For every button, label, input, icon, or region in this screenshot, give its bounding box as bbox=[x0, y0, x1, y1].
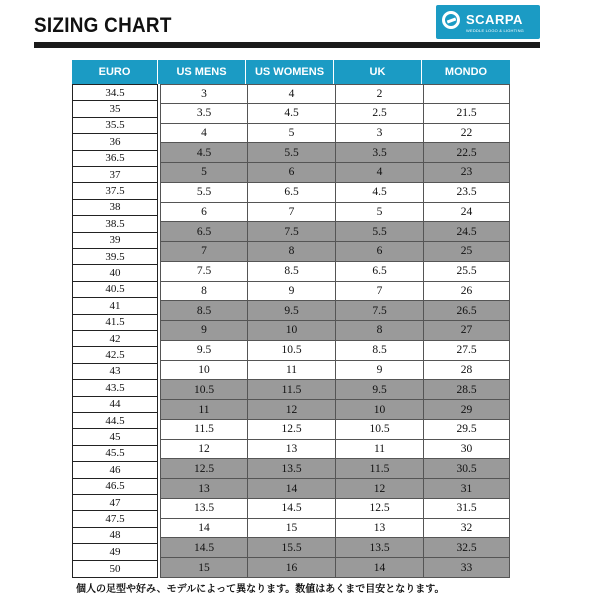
mondo-cell: 24 bbox=[424, 203, 510, 223]
table-row bbox=[160, 519, 510, 539]
mondo-cell: 25.5 bbox=[424, 262, 510, 282]
us-womens-cell: 7.5 bbox=[248, 222, 336, 242]
header-uk: UK bbox=[334, 60, 422, 84]
euro-size-cell: 40.5 bbox=[73, 282, 157, 298]
us-womens-cell: 13.5 bbox=[248, 459, 336, 479]
mondo-cell: 21.5 bbox=[424, 104, 510, 124]
us-mens-cell: 14.5 bbox=[160, 538, 248, 558]
us-mens-cell: 5 bbox=[160, 163, 248, 183]
us-mens-cell: 7 bbox=[160, 242, 248, 262]
size-grid bbox=[160, 84, 510, 578]
mondo-cell bbox=[424, 84, 510, 104]
us-mens-cell: 9.5 bbox=[160, 341, 248, 361]
us-mens-cell: 10.5 bbox=[160, 380, 248, 400]
mondo-cell: 32 bbox=[424, 519, 510, 539]
euro-size-cell: 35.5 bbox=[73, 118, 157, 134]
us-mens-cell: 12 bbox=[160, 440, 248, 460]
table-row bbox=[160, 558, 510, 578]
uk-cell: 14 bbox=[336, 558, 424, 578]
uk-cell: 7 bbox=[336, 282, 424, 302]
euro-size-cell: 36.5 bbox=[73, 151, 157, 167]
us-mens-cell: 8 bbox=[160, 282, 248, 302]
table-row bbox=[160, 163, 510, 183]
mondo-cell: 28.5 bbox=[424, 380, 510, 400]
table-row bbox=[160, 143, 510, 163]
mondo-cell: 26.5 bbox=[424, 301, 510, 321]
mondo-cell: 32.5 bbox=[424, 538, 510, 558]
euro-size-cell: 42.5 bbox=[73, 347, 157, 363]
mondo-cell: 31.5 bbox=[424, 499, 510, 519]
us-womens-cell: 8 bbox=[248, 242, 336, 262]
us-mens-cell: 11.5 bbox=[160, 420, 248, 440]
us-womens-cell: 14.5 bbox=[248, 499, 336, 519]
us-mens-cell: 4 bbox=[160, 124, 248, 144]
mondo-cell: 25 bbox=[424, 242, 510, 262]
euro-size-cell: 38.5 bbox=[73, 216, 157, 232]
euro-size-cell: 44.5 bbox=[73, 413, 157, 429]
euro-size-cell: 46 bbox=[73, 462, 157, 478]
euro-size-cell: 50 bbox=[109, 562, 121, 575]
us-womens-cell: 13 bbox=[248, 440, 336, 460]
uk-cell: 7.5 bbox=[336, 301, 424, 321]
mondo-cell: 27.5 bbox=[424, 341, 510, 361]
mondo-cell: 27 bbox=[424, 321, 510, 341]
us-mens-cell: 10 bbox=[160, 361, 248, 381]
us-mens-cell: 7.5 bbox=[160, 262, 248, 282]
euro-size-cell: 43.5 bbox=[73, 380, 157, 396]
euro-size-cell: 38 bbox=[73, 200, 157, 216]
mondo-cell: 23.5 bbox=[424, 183, 510, 203]
table-row bbox=[160, 183, 510, 203]
us-womens-cell: 9 bbox=[248, 282, 336, 302]
logo-tagline: WEDDLE LOGO & LIGHTING bbox=[466, 28, 524, 33]
table-row bbox=[160, 282, 510, 302]
us-womens-cell: 6.5 bbox=[248, 183, 336, 203]
euro-column bbox=[72, 84, 158, 578]
table-row bbox=[160, 222, 510, 242]
uk-cell: 5 bbox=[336, 203, 424, 223]
us-mens-cell: 3.5 bbox=[160, 104, 248, 124]
us-mens-cell: 11 bbox=[160, 400, 248, 420]
us-womens-cell: 5 bbox=[248, 124, 336, 144]
table-header bbox=[72, 60, 510, 84]
mondo-cell: 26 bbox=[424, 282, 510, 302]
us-womens-cell: 5.5 bbox=[248, 143, 336, 163]
mondo-cell: 29.5 bbox=[424, 420, 510, 440]
uk-cell: 6.5 bbox=[336, 262, 424, 282]
uk-cell: 8 bbox=[336, 321, 424, 341]
table-row bbox=[160, 321, 510, 341]
table-row bbox=[160, 262, 510, 282]
table-row bbox=[160, 301, 510, 321]
us-womens-cell: 15 bbox=[248, 519, 336, 539]
euro-size-cell: 43 bbox=[73, 364, 157, 380]
uk-cell: 11.5 bbox=[336, 459, 424, 479]
uk-cell: 12.5 bbox=[336, 499, 424, 519]
euro-size-cell: 39.5 bbox=[73, 249, 157, 265]
uk-cell: 3 bbox=[336, 124, 424, 144]
mondo-cell: 30.5 bbox=[424, 459, 510, 479]
header-euro: EURO bbox=[72, 60, 158, 84]
header-mondo: MONDO bbox=[444, 66, 488, 78]
uk-cell: 9 bbox=[336, 361, 424, 381]
page-title: SIZING CHART bbox=[34, 14, 172, 37]
us-womens-cell: 6 bbox=[248, 163, 336, 183]
euro-size-cell: 47 bbox=[73, 495, 157, 511]
euro-size-cell: 37 bbox=[73, 167, 157, 183]
euro-size-cell: 45 bbox=[73, 429, 157, 445]
euro-size-cell: 48 bbox=[73, 528, 157, 544]
uk-cell: 2 bbox=[336, 84, 424, 104]
us-womens-cell: 12.5 bbox=[248, 420, 336, 440]
mondo-cell: 22 bbox=[424, 124, 510, 144]
us-mens-cell: 14 bbox=[160, 519, 248, 539]
us-mens-cell: 6.5 bbox=[160, 222, 248, 242]
us-womens-cell: 10 bbox=[248, 321, 336, 341]
title-divider bbox=[34, 42, 540, 48]
us-mens-cell: 13.5 bbox=[160, 499, 248, 519]
table-row bbox=[160, 242, 510, 262]
table-row bbox=[160, 400, 510, 420]
us-womens-cell: 15.5 bbox=[248, 538, 336, 558]
logo-brand-text: SCARPA bbox=[466, 12, 523, 27]
us-mens-cell: 8.5 bbox=[160, 301, 248, 321]
table-row bbox=[160, 479, 510, 499]
euro-size-cell: 41.5 bbox=[73, 315, 157, 331]
table-row bbox=[160, 499, 510, 519]
table-row bbox=[160, 361, 510, 381]
uk-cell: 2.5 bbox=[336, 104, 424, 124]
euro-size-cell: 39 bbox=[73, 233, 157, 249]
us-womens-cell: 4.5 bbox=[248, 104, 336, 124]
uk-cell: 10 bbox=[336, 400, 424, 420]
table-row bbox=[160, 459, 510, 479]
table-row bbox=[160, 104, 510, 124]
mondo-cell: 33 bbox=[424, 558, 510, 578]
us-womens-cell: 11 bbox=[248, 361, 336, 381]
euro-size-cell: 47.5 bbox=[73, 511, 157, 527]
uk-cell: 10.5 bbox=[336, 420, 424, 440]
us-mens-cell: 3 bbox=[160, 84, 248, 104]
euro-size-cell: 40 bbox=[73, 265, 157, 281]
table-row bbox=[160, 420, 510, 440]
table-row bbox=[160, 84, 510, 104]
mondo-cell: 24.5 bbox=[424, 222, 510, 242]
uk-cell: 6 bbox=[336, 242, 424, 262]
header-us-mens: US MENS bbox=[158, 60, 246, 84]
uk-cell: 8.5 bbox=[336, 341, 424, 361]
sizing-table bbox=[72, 60, 510, 578]
us-womens-cell: 8.5 bbox=[248, 262, 336, 282]
table-row bbox=[160, 124, 510, 144]
uk-cell: 13 bbox=[336, 519, 424, 539]
us-mens-cell: 4.5 bbox=[160, 143, 248, 163]
us-womens-cell: 12 bbox=[248, 400, 336, 420]
footnote: 個人の足型や好み、モデルによって異なります。数値はあくまで目安となります。 bbox=[76, 584, 445, 595]
us-womens-cell: 11.5 bbox=[248, 380, 336, 400]
us-mens-cell: 15 bbox=[160, 558, 248, 578]
us-womens-cell: 16 bbox=[248, 558, 336, 578]
us-womens-cell: 14 bbox=[248, 479, 336, 499]
us-womens-cell: 7 bbox=[248, 203, 336, 223]
uk-cell: 11 bbox=[336, 440, 424, 460]
euro-size-cell: 35 bbox=[73, 101, 157, 117]
us-mens-cell: 12.5 bbox=[160, 459, 248, 479]
uk-cell: 12 bbox=[336, 479, 424, 499]
us-mens-cell: 6 bbox=[160, 203, 248, 223]
mondo-cell: 29 bbox=[424, 400, 510, 420]
table-row bbox=[160, 380, 510, 400]
mondo-cell: 28 bbox=[424, 361, 510, 381]
us-mens-cell: 13 bbox=[160, 479, 248, 499]
us-womens-cell: 9.5 bbox=[248, 301, 336, 321]
mondo-cell: 22.5 bbox=[424, 143, 510, 163]
euro-size-cell: 44 bbox=[73, 397, 157, 413]
euro-size-cell: 42 bbox=[73, 331, 157, 347]
table-row bbox=[160, 203, 510, 223]
uk-cell: 3.5 bbox=[336, 143, 424, 163]
uk-cell: 9.5 bbox=[336, 380, 424, 400]
us-womens-cell: 4 bbox=[248, 84, 336, 104]
table-row bbox=[160, 440, 510, 460]
euro-size-cell: 46.5 bbox=[73, 479, 157, 495]
euro-size-cell: 34.5 bbox=[73, 85, 157, 101]
us-mens-cell: 9 bbox=[160, 321, 248, 341]
mondo-cell: 31 bbox=[424, 479, 510, 499]
table-row bbox=[160, 538, 510, 558]
euro-size-cell: 37.5 bbox=[73, 183, 157, 199]
euro-size-cell: 36 bbox=[73, 134, 157, 150]
us-mens-cell: 5.5 bbox=[160, 183, 248, 203]
euro-size-cell: 49 bbox=[73, 544, 157, 560]
table-row bbox=[160, 341, 510, 361]
header-us-womens: US WOMENS bbox=[246, 60, 334, 84]
euro-size-cell: 41 bbox=[73, 298, 157, 314]
us-womens-cell: 10.5 bbox=[248, 341, 336, 361]
brand-logo bbox=[436, 5, 540, 39]
uk-cell: 4 bbox=[336, 163, 424, 183]
mondo-cell: 23 bbox=[424, 163, 510, 183]
uk-cell: 4.5 bbox=[336, 183, 424, 203]
uk-cell: 5.5 bbox=[336, 222, 424, 242]
logo-mark-icon bbox=[442, 11, 460, 29]
uk-cell: 13.5 bbox=[336, 538, 424, 558]
mondo-cell: 30 bbox=[424, 440, 510, 460]
euro-size-cell: 45.5 bbox=[73, 446, 157, 462]
